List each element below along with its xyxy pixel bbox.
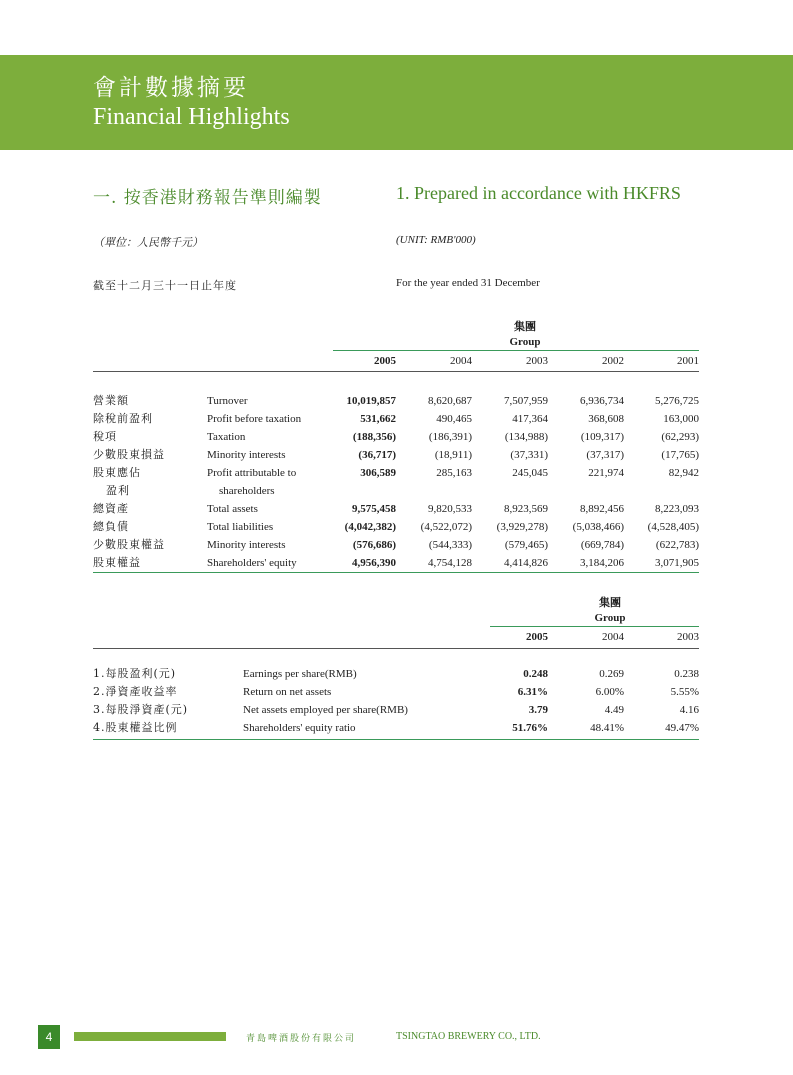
- value-cell: 4,754,128: [428, 557, 472, 569]
- value-cell: 306,589: [360, 467, 396, 479]
- value-cell: (36,717): [358, 449, 396, 461]
- row-label-en: Profit before taxation: [207, 413, 302, 425]
- row-label-zh: 少數股東損益: [93, 448, 165, 461]
- table1-group-zh: 集團: [514, 321, 536, 333]
- row-label-en: Shareholders' equity: [207, 557, 297, 569]
- value-cell: 4.16: [679, 704, 699, 716]
- row-label-zh: 總負債: [93, 520, 129, 533]
- row-label-zh: 3.每股淨資產(元): [93, 703, 189, 716]
- value-cell: 10,019,857: [346, 395, 396, 407]
- row-label-en: Minority interests: [207, 449, 286, 461]
- value-cell: 368,608: [588, 413, 624, 425]
- row-label-en: Earnings per share(RMB): [243, 668, 357, 680]
- table1-group-en: Group: [509, 336, 541, 348]
- period-zh: 截至十二月三十一日止年度: [93, 279, 237, 292]
- value-cell: 4,414,826: [504, 557, 548, 569]
- table1-bottom-rule: [93, 572, 699, 573]
- value-cell: (669,784): [580, 539, 624, 551]
- row-label-zh: 除稅前盈利: [93, 412, 153, 425]
- table-row: [0, 502, 793, 516]
- table-row: [0, 484, 793, 498]
- row-label-zh: 股東權益: [93, 556, 141, 569]
- value-cell: (37,331): [510, 449, 548, 461]
- value-cell: 6,936,734: [580, 395, 624, 407]
- value-cell: 221,974: [588, 467, 624, 479]
- value-cell: 0.269: [599, 668, 624, 680]
- value-cell: (18,911): [434, 449, 472, 461]
- value-cell: (622,783): [655, 539, 699, 551]
- table-row: [0, 556, 793, 570]
- value-cell: (544,333): [428, 539, 472, 551]
- table-row: [0, 466, 793, 480]
- value-cell: (4,528,405): [647, 521, 699, 533]
- value-cell: (188,356): [352, 431, 396, 443]
- value-cell: 5.55%: [670, 686, 699, 698]
- value-cell: 3,184,206: [580, 557, 624, 569]
- row-label-en: Turnover: [207, 395, 248, 407]
- row-label-en: Return on net assets: [243, 686, 332, 698]
- table-row: [0, 394, 793, 408]
- value-cell: (62,293): [661, 431, 699, 443]
- value-cell: (37,317): [586, 449, 624, 461]
- unit-en: (UNIT: RMB'000): [396, 234, 476, 246]
- value-cell: (5,038,466): [572, 521, 624, 533]
- year-cell: 2003: [526, 355, 548, 367]
- table2-year-row: [0, 630, 793, 644]
- table1-top-rule: [93, 371, 699, 372]
- value-cell: 3.79: [528, 704, 548, 716]
- value-cell: (17,765): [661, 449, 699, 461]
- row-label-en: Shareholders' equity ratio: [243, 722, 356, 734]
- value-cell: 417,364: [512, 413, 548, 425]
- value-cell: (4,042,382): [344, 521, 396, 533]
- table-row: [0, 538, 793, 552]
- value-cell: 4.49: [604, 704, 624, 716]
- value-cell: (576,686): [352, 539, 396, 551]
- row-label-en: Net assets employed per share(RMB): [243, 704, 408, 716]
- title-banner: [0, 55, 793, 150]
- table2-group-en: Group: [594, 612, 626, 624]
- page-title-zh: 會計數據摘要: [93, 75, 249, 101]
- year-cell: 2003: [677, 631, 699, 643]
- row-label-zh: 營業額: [93, 394, 129, 407]
- row-label-zh: 稅項: [93, 430, 117, 443]
- value-cell: (579,465): [504, 539, 548, 551]
- table1-year-row: [0, 354, 793, 368]
- row-label-zh: 1.每股盈利(元): [93, 667, 177, 680]
- table2-header-rule: [490, 626, 699, 627]
- table1-header-rule: [333, 350, 699, 351]
- table-row: [0, 448, 793, 462]
- value-cell: 8,620,687: [428, 395, 472, 407]
- value-cell: 48.41%: [590, 722, 624, 734]
- table-row: [0, 685, 793, 699]
- value-cell: 51.76%: [512, 722, 548, 734]
- value-cell: 8,892,456: [580, 503, 624, 515]
- year-cell: 2004: [450, 355, 472, 367]
- value-cell: (134,988): [504, 431, 548, 443]
- value-cell: 0.248: [523, 668, 548, 680]
- row-label-zh: 4.股東權益比例: [93, 721, 178, 734]
- row-label-en: Minority interests: [207, 539, 286, 551]
- footer-bar: [74, 1032, 226, 1041]
- year-cell: 2005: [526, 631, 548, 643]
- row-label-en: Total assets: [207, 503, 258, 515]
- value-cell: 3,071,905: [655, 557, 699, 569]
- value-cell: 9,820,533: [428, 503, 472, 515]
- row-label-en: Total liabilities: [207, 521, 274, 533]
- year-cell: 2005: [374, 355, 396, 367]
- value-cell: 490,465: [436, 413, 472, 425]
- value-cell: 6.31%: [517, 686, 548, 698]
- section-title-en: 1. Prepared in accordance with HKFRS: [396, 183, 681, 203]
- table-row: [0, 430, 793, 444]
- value-cell: 8,923,569: [504, 503, 548, 515]
- row-label-zh: 盈利: [106, 484, 130, 497]
- value-cell: 9,575,458: [352, 503, 396, 515]
- table-row: [0, 667, 793, 681]
- row-label-en: Profit attributable to: [207, 467, 297, 479]
- value-cell: 6.00%: [595, 686, 624, 698]
- value-cell: 5,276,725: [655, 395, 699, 407]
- footer-company-zh: 青島啤酒股份有限公司: [246, 1034, 357, 1044]
- row-label-zh: 股東應佔: [93, 466, 141, 479]
- value-cell: (3,929,278): [496, 521, 548, 533]
- year-cell: 2001: [677, 355, 699, 367]
- value-cell: (109,317): [580, 431, 624, 443]
- value-cell: 531,662: [360, 413, 396, 425]
- row-label-zh: 2.淨資產收益率: [93, 685, 178, 698]
- page-number: 4: [38, 1025, 60, 1049]
- unit-zh: （單位：人民幣千元）: [93, 237, 203, 249]
- value-cell: (4,522,072): [420, 521, 472, 533]
- value-cell: 49.47%: [665, 722, 699, 734]
- value-cell: 7,507,959: [504, 395, 548, 407]
- value-cell: 0.238: [674, 668, 699, 680]
- year-cell: 2002: [602, 355, 624, 367]
- table-row: [0, 703, 793, 717]
- period-en: For the year ended 31 December: [396, 277, 540, 289]
- value-cell: (186,391): [428, 431, 472, 443]
- row-label-en: shareholders: [219, 485, 275, 497]
- value-cell: 82,942: [668, 467, 699, 479]
- table-row: [0, 412, 793, 426]
- value-cell: 8,223,093: [655, 503, 699, 515]
- table-row: [0, 721, 793, 735]
- page-title-en: Financial Highlights: [93, 104, 290, 130]
- value-cell: 245,045: [512, 467, 548, 479]
- row-label-zh: 總資產: [93, 502, 129, 515]
- table2-top-rule: [93, 648, 699, 649]
- footer-company-en: TSINGTAO BREWERY CO., LTD.: [396, 1031, 541, 1042]
- table-row: [0, 520, 793, 534]
- table2-bottom-rule: [93, 739, 699, 740]
- row-label-zh: 少數股東權益: [93, 538, 165, 551]
- value-cell: 4,956,390: [352, 557, 396, 569]
- year-cell: 2004: [602, 631, 624, 643]
- value-cell: 163,000: [663, 413, 699, 425]
- section-title-zh: 一. 按香港財務報告準則編製: [93, 188, 322, 208]
- value-cell: 285,163: [436, 467, 472, 479]
- row-label-en: Taxation: [207, 431, 246, 443]
- table2-group-zh: 集團: [599, 597, 621, 609]
